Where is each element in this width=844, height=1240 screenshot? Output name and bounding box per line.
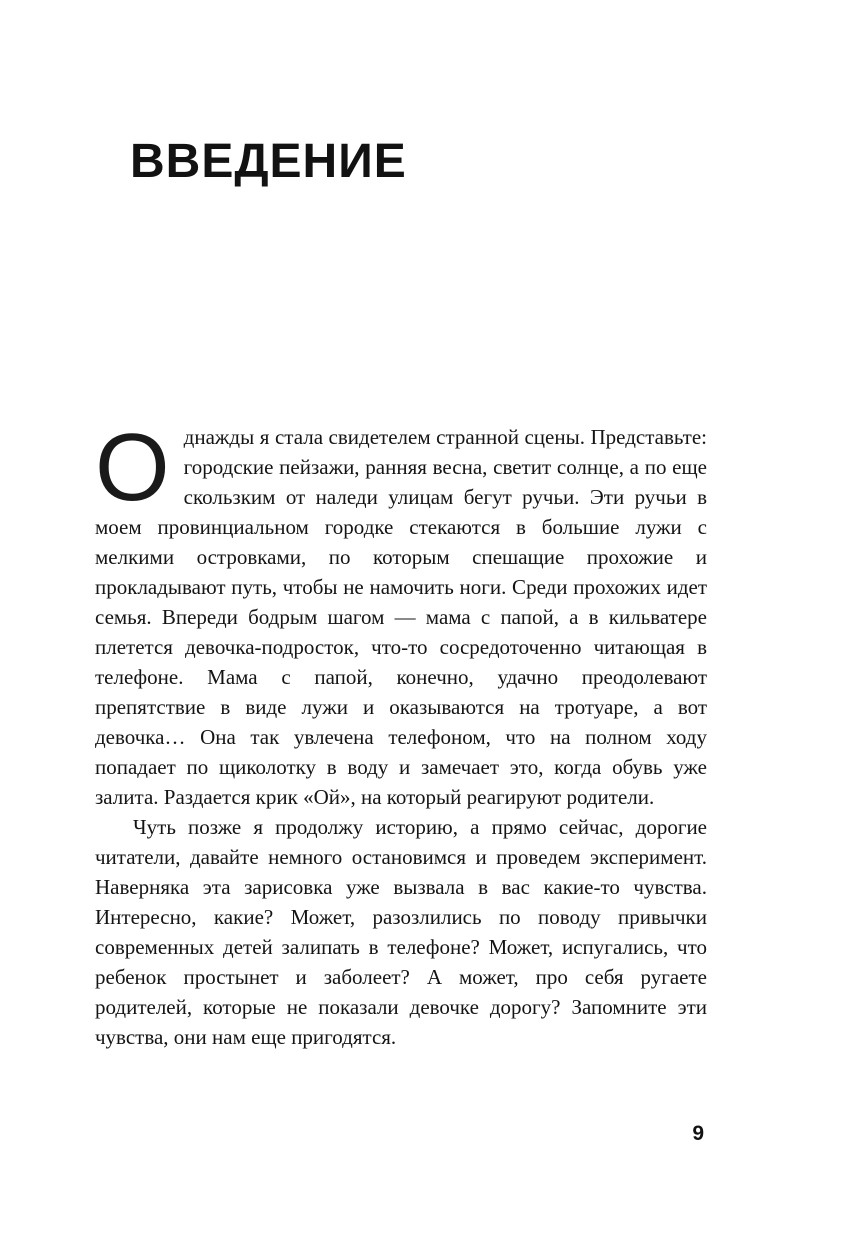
paragraph-text: Чуть позже я продолжу историю, а прямо сейчас, дорогие читатели, давайте немного остановимся и проведем эксперимент. Наверняка эта зарисовка уже вызвала в вас какие-то чувства. Интересно, какие? Может, разозлились по поводу привычки современных детей залипать в телефоне? Может, испугались, что ребенок простынет и заболеет? А может, про себя ругаете родителей, которые не показали девочке дорогу? Запомните эти чувства, они нам еще пригодятся. — [95, 815, 707, 1049]
page-number: 9 — [692, 1122, 704, 1145]
chapter-title: ВВЕДЕНИЕ — [130, 135, 407, 188]
body-text — [95, 414, 707, 1052]
paragraph — [95, 812, 707, 1052]
paragraph — [95, 414, 707, 812]
paragraph-text: днажды я стала свидетелем странной сцены. Представьте: городские пейзажи, ранняя весна, светит солнце, а по еще скользким от наледи улицам бегут ручьи. Эти ручьи в моем провинциальном городке стекаются в большие лужи с мелкими островками, по которым спешащие прохожие и прокладывают путь, чтобы не намочить ноги. Среди прохожих идет семья. Впереди бодрым шагом — мама с папой, а в кильватере плетется девочка-подросток, что-то сосредоточенно читающая в телефоне. Мама с папой, конечно, удачно преодолевают препятствие в виде лужи и оказываются на тротуаре, а вот девочка… Она так увлечена телефоном, что на полном ходу попадает по щиколотку в воду и замечает это, когда обувь уже залита. Раздается крик «Ой», на который реагируют родители. — [95, 425, 707, 809]
drop-cap-letter: О — [95, 414, 170, 521]
